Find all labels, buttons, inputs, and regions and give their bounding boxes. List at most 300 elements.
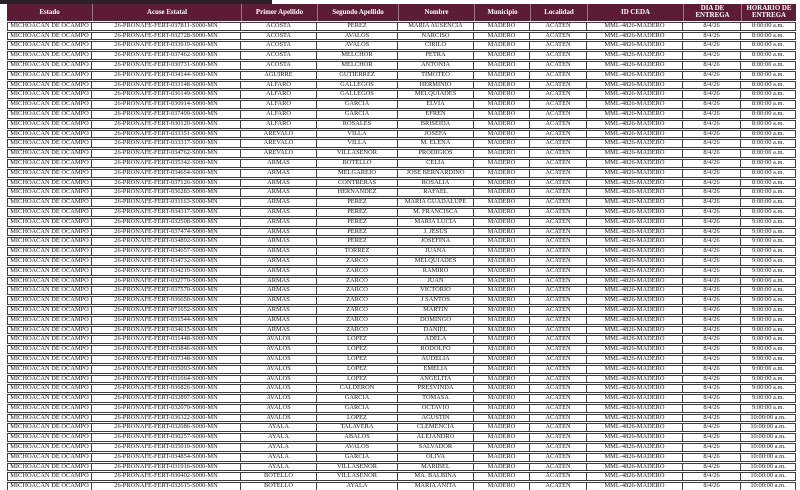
cell-id-ceda: MML-4826-MADERO [587,267,683,276]
cell-nombre: MARIA AUSENCIA [398,22,474,31]
cell-localidad: ACATÉN [530,120,587,129]
cell-localidad: ACATÉN [530,433,587,442]
table-row [7,90,796,99]
cell-municipio: MADERO [474,81,530,90]
cell-segundo-apellido: ABALOS [317,433,398,442]
cell-municipio: MADERO [474,306,530,315]
cell-horario-de-entrega: 9:00:00 a.m. [741,316,796,325]
cell-acuse-estatal: 26-PRONAFE-FERT-037570-S000-MN [92,286,241,295]
table-row [7,277,796,286]
table-row [7,139,796,148]
cell-primer-apellido: AYALA [241,443,317,452]
table-row [7,149,796,158]
cell-segundo-apellido: VILLA [317,130,398,139]
cell-primer-apellido: AVALOS [241,404,317,413]
cell-primer-apellido: ARMAS [241,326,317,335]
cell-dia-de-entrega: 8/4/26 [683,296,741,305]
cell-segundo-apellido: GALLEGOS [317,90,398,99]
cell-dia-de-entrega: 8/4/26 [683,41,741,50]
table-row [7,169,796,178]
column-header-nombre: Nombre [398,4,474,21]
cell-acuse-estatal: 26-PRONAFE-FERT-032508-S000-MN [92,218,241,227]
cell-id-ceda: MML-4826-MADERO [587,306,683,315]
cell-segundo-apellido: VILLASEÑOR [317,472,398,481]
cell-segundo-apellido: GARCIA [317,453,398,462]
cell-nombre: JUAN [398,277,474,286]
cell-id-ceda: MML-4826-MADERO [587,90,683,99]
cell-dia-de-entrega: 8/4/26 [683,423,741,432]
cell-dia-de-entrega: 8/4/26 [683,463,741,472]
cell-segundo-apellido: CALDERON [317,384,398,393]
cell-estado: MICHOACAN DE OCAMPO [7,179,92,188]
cell-primer-apellido: AGUIRRE [241,71,317,80]
cell-horario-de-entrega: 9:00:00 a.m. [741,286,796,295]
cell-id-ceda: MML-4826-MADERO [587,208,683,217]
cell-acuse-estatal: 26-PRONAFE-FERT-033351-S000-MN [92,130,241,139]
cell-acuse-estatal: 26-PRONAFE-FERT-033317-S000-MN [92,139,241,148]
cell-dia-de-entrega: 8/4/26 [683,306,741,315]
cell-dia-de-entrega: 8/4/26 [683,22,741,31]
cell-municipio: MADERO [474,257,530,266]
table-body [7,22,796,490]
cell-primer-apellido: AVALOS [241,335,317,344]
cell-id-ceda: MML-4826-MADERO [587,482,683,490]
cell-municipio: MADERO [474,453,530,462]
table-row [7,316,796,325]
table-row [7,375,796,384]
cell-dia-de-entrega: 8/4/26 [683,355,741,364]
cell-localidad: ACATÉN [530,149,587,158]
cell-dia-de-entrega: 8/4/26 [683,394,741,403]
cell-localidad: ACATÉN [530,453,587,462]
table-row [7,81,796,90]
cell-primer-apellido: ARMAS [241,208,317,217]
cell-acuse-estatal: 26-PRONAFE-FERT-036650-S000-MN [92,296,241,305]
cell-id-ceda: MML-4826-MADERO [587,384,683,393]
cell-municipio: MADERO [474,110,530,119]
cell-primer-apellido: AREVALO [241,139,317,148]
cell-localidad: ACATÉN [530,277,587,286]
cell-primer-apellido: ALFARO [241,110,317,119]
cell-segundo-apellido: PEREZ [317,218,398,227]
cell-nombre: ADELA [398,335,474,344]
cell-dia-de-entrega: 8/4/26 [683,404,741,413]
cell-primer-apellido: ARMAS [241,267,317,276]
cell-nombre: JOSE BERNARDINO [398,169,474,178]
cell-municipio: MADERO [474,228,530,237]
cell-municipio: MADERO [474,414,530,423]
cell-estado: MICHOACAN DE OCAMPO [7,159,92,168]
cell-acuse-estatal: 26-PRONAFE-FERT-034654-S000-MN [92,169,241,178]
cell-acuse-estatal: 26-PRONAFE-FERT-034854-S000-MN [92,453,241,462]
cell-acuse-estatal: 26-PRONAFE-FERT-034892-S000-MN [92,237,241,246]
cell-estado: MICHOACAN DE OCAMPO [7,71,92,80]
cell-nombre: NARCISO [398,32,474,41]
cell-nombre: CLEMENCIA [398,423,474,432]
cell-localidad: ACATÉN [530,286,587,295]
table-row [7,188,796,197]
cell-localidad: ACATÉN [530,414,587,423]
table-row [7,306,796,315]
cell-localidad: ACATÉN [530,169,587,178]
cell-municipio: MADERO [474,71,530,80]
cell-id-ceda: MML-4826-MADERO [587,335,683,344]
cell-estado: MICHOACAN DE OCAMPO [7,228,92,237]
cell-dia-de-entrega: 8/4/26 [683,159,741,168]
cell-acuse-estatal: 26-PRONAFE-FERT-036149-S000-MN [92,90,241,99]
cell-horario-de-entrega: 9:00:00 a.m. [741,326,796,335]
cell-id-ceda: MML-4826-MADERO [587,61,683,70]
cell-horario-de-entrega: 9:00:00 a.m. [741,228,796,237]
cell-estado: MICHOACAN DE OCAMPO [7,463,92,472]
cell-localidad: ACATÉN [530,335,587,344]
cell-dia-de-entrega: 8/4/26 [683,375,741,384]
cell-id-ceda: MML-4826-MADERO [587,296,683,305]
table-row [7,267,796,276]
cell-acuse-estatal: 26-PRONAFE-FERT-033148-S000-MN [92,81,241,90]
cell-municipio: MADERO [474,169,530,178]
cell-municipio: MADERO [474,149,530,158]
cell-id-ceda: MML-4826-MADERO [587,139,683,148]
cell-segundo-apellido: GARCIA [317,110,398,119]
cell-municipio: MADERO [474,41,530,50]
cell-dia-de-entrega: 8/4/26 [683,326,741,335]
cell-id-ceda: MML-4826-MADERO [587,228,683,237]
cell-nombre: MARTIN [398,306,474,315]
table-row [7,355,796,364]
cell-municipio: MADERO [474,404,530,413]
cell-horario-de-entrega: 8:00:00 a.m. [741,149,796,158]
cell-acuse-estatal: 26-PRONAFE-FERT-031544-S000-MN [92,316,241,325]
cell-dia-de-entrega: 8/4/26 [683,472,741,481]
cell-segundo-apellido: PEREZ [317,237,398,246]
cell-horario-de-entrega: 9:00:00 a.m. [741,247,796,256]
cell-localidad: ACATÉN [530,208,587,217]
table-row [7,414,796,423]
cell-segundo-apellido: MELCHOR [317,61,398,70]
cell-acuse-estatal: 26-PRONAFE-FERT-033846-S000-MN [92,345,241,354]
cell-primer-apellido: ARMAS [241,247,317,256]
table-row [7,443,796,452]
cell-segundo-apellido: GUTIERREZ [317,71,398,80]
cell-dia-de-entrega: 8/4/26 [683,218,741,227]
cell-localidad: ACATÉN [530,404,587,413]
cell-segundo-apellido: ZARCO [317,277,398,286]
column-header-segundo-apellido: Segundo Apellido [317,4,398,21]
cell-localidad: ACATÉN [530,463,587,472]
cell-primer-apellido: ALFARO [241,100,317,109]
cell-localidad: ACATÉN [530,130,587,139]
cell-primer-apellido: ARMAS [241,188,317,197]
cell-municipio: MADERO [474,277,530,286]
cell-horario-de-entrega: 9:00:00 a.m. [741,365,796,374]
cell-dia-de-entrega: 8/4/26 [683,316,741,325]
cell-id-ceda: MML-4826-MADERO [587,345,683,354]
table-row [7,32,796,41]
cell-acuse-estatal: 26-PRONAFE-FERT-030731-S000-MN [92,61,241,70]
cell-municipio: MADERO [474,247,530,256]
cell-segundo-apellido: BOTELLO [317,159,398,168]
table-row [7,453,796,462]
table-row [7,159,796,168]
cell-primer-apellido: ACOSTA [241,22,317,31]
cell-municipio: MADERO [474,90,530,99]
cell-municipio: MADERO [474,296,530,305]
table-row [7,365,796,374]
table-row [7,71,796,80]
column-header-dia-de-entrega: DIA DE ENTREGA [683,4,741,21]
cell-horario-de-entrega: 9:00:00 a.m. [741,218,796,227]
delivery-schedule-table [7,3,796,490]
cell-id-ceda: MML-4826-MADERO [587,443,683,452]
cell-id-ceda: MML-4826-MADERO [587,218,683,227]
cell-acuse-estatal: 26-PRONAFE-FERT-031163-S000-MN [92,198,241,207]
cell-segundo-apellido: GARCIA [317,100,398,109]
cell-municipio: MADERO [474,286,530,295]
cell-localidad: ACATÉN [530,61,587,70]
cell-localidad: ACATÉN [530,267,587,276]
table-row [7,237,796,246]
cell-municipio: MADERO [474,423,530,432]
table-row [7,208,796,217]
cell-primer-apellido: ARMAS [241,306,317,315]
table-row [7,228,796,237]
cell-dia-de-entrega: 8/4/26 [683,179,741,188]
cell-primer-apellido: ARMAS [241,286,317,295]
cell-municipio: MADERO [474,326,530,335]
cell-dia-de-entrega: 8/4/26 [683,81,741,90]
cell-municipio: MADERO [474,443,530,452]
cell-nombre: OCTAVIO [398,404,474,413]
cell-horario-de-entrega: 10:00:00 a.m. [741,453,796,462]
table-row [7,433,796,442]
table-row [7,218,796,227]
cell-nombre: MA. BALBINA [398,472,474,481]
cell-segundo-apellido: LOPEZ [317,345,398,354]
cell-segundo-apellido: AVALOS [317,41,398,50]
cell-id-ceda: MML-4826-MADERO [587,130,683,139]
cell-dia-de-entrega: 8/4/26 [683,188,741,197]
cell-id-ceda: MML-4826-MADERO [587,179,683,188]
cell-segundo-apellido: ZARCO [317,326,398,335]
cell-horario-de-entrega: 9:00:00 a.m. [741,306,796,315]
cell-localidad: ACATÉN [530,159,587,168]
cell-primer-apellido: ARMAS [241,179,317,188]
cell-nombre: MARIA ANITA [398,482,474,490]
cell-estado: MICHOACAN DE OCAMPO [7,453,92,462]
cell-horario-de-entrega: 8:00:00 a.m. [741,169,796,178]
cell-id-ceda: MML-4826-MADERO [587,169,683,178]
cell-dia-de-entrega: 8/4/26 [683,247,741,256]
cell-primer-apellido: ARMAS [241,228,317,237]
cell-horario-de-entrega: 10:00:00 a.m. [741,472,796,481]
cell-estado: MICHOACAN DE OCAMPO [7,414,92,423]
cell-horario-de-entrega: 10:00:00 a.m. [741,423,796,432]
cell-municipio: MADERO [474,61,530,70]
cell-municipio: MADERO [474,394,530,403]
cell-municipio: MADERO [474,32,530,41]
cell-acuse-estatal: 26-PRONAFE-FERT-036826-S000-MN [92,384,241,393]
cell-acuse-estatal: 26-PRONAFE-FERT-033919-S000-MN [92,41,241,50]
cell-primer-apellido: AYALA [241,433,317,442]
cell-segundo-apellido: MELCHOR [317,51,398,60]
cell-segundo-apellido: ZARCO [317,296,398,305]
cell-localidad: ACATÉN [530,218,587,227]
cell-segundo-apellido: ZARCO [317,257,398,266]
cell-municipio: MADERO [474,237,530,246]
cell-horario-de-entrega: 10:00:00 a.m. [741,433,796,442]
cell-primer-apellido: ALFARO [241,81,317,90]
cell-estado: MICHOACAN DE OCAMPO [7,81,92,90]
cell-dia-de-entrega: 8/4/26 [683,32,741,41]
cell-segundo-apellido: ZARCO [317,267,398,276]
cell-segundo-apellido: GARCIA [317,394,398,403]
table-row [7,463,796,472]
cell-nombre: MELQUIADES [398,257,474,266]
cell-municipio: MADERO [474,22,530,31]
cell-primer-apellido: ACOSTA [241,41,317,50]
cell-horario-de-entrega: 8:00:00 a.m. [741,139,796,148]
cell-id-ceda: MML-4826-MADERO [587,326,683,335]
cell-estado: MICHOACAN DE OCAMPO [7,306,92,315]
cell-estado: MICHOACAN DE OCAMPO [7,120,92,129]
table-row [7,296,796,305]
cell-acuse-estatal: 26-PRONAFE-FERT-034762-S000-MN [92,149,241,158]
cell-acuse-estatal: 26-PRONAFE-FERT-034615-S000-MN [92,326,241,335]
cell-acuse-estatal: 26-PRONAFE-FERT-034317-S000-MN [92,208,241,217]
cell-dia-de-entrega: 8/4/26 [683,51,741,60]
cell-nombre: MARIA GUADALUPE [398,198,474,207]
cell-primer-apellido: ARMAS [241,257,317,266]
cell-estado: MICHOACAN DE OCAMPO [7,316,92,325]
cell-dia-de-entrega: 8/4/26 [683,61,741,70]
cell-acuse-estatal: 26-PRONAFE-FERT-034657-S000-MN [92,247,241,256]
cell-estado: MICHOACAN DE OCAMPO [7,139,92,148]
cell-localidad: ACATÉN [530,188,587,197]
cell-dia-de-entrega: 8/4/26 [683,130,741,139]
cell-nombre: RODOLFO [398,345,474,354]
cell-primer-apellido: ARMAS [241,296,317,305]
column-header-id-ceda: ID CEDA [587,4,683,21]
table-row [7,198,796,207]
column-header-primer-apellido: Primer Apellido [241,4,317,21]
cell-nombre: DOMINGO [398,316,474,325]
cell-municipio: MADERO [474,198,530,207]
cell-dia-de-entrega: 8/4/26 [683,443,741,452]
cell-segundo-apellido: PEREZ [317,228,398,237]
cell-acuse-estatal: 26-PRONAFE-FERT-030402-S000-MN [92,472,241,481]
cell-segundo-apellido: LOPEZ [317,414,398,423]
cell-segundo-apellido: PEREZ [317,22,398,31]
cell-dia-de-entrega: 8/4/26 [683,335,741,344]
cell-horario-de-entrega: 9:00:00 a.m. [741,267,796,276]
cell-dia-de-entrega: 8/4/26 [683,384,741,393]
cell-id-ceda: MML-4826-MADERO [587,257,683,266]
cell-nombre: EFREN [398,110,474,119]
cell-primer-apellido: ALFARO [241,90,317,99]
column-header-estado: Estado [7,4,92,21]
cell-nombre: M. ELENA [398,139,474,148]
cell-municipio: MADERO [474,472,530,481]
cell-acuse-estatal: 26-PRONAFE-FERT-031448-S000-MN [92,335,241,344]
cell-localidad: ACATÉN [530,375,587,384]
cell-estado: MICHOACAN DE OCAMPO [7,423,92,432]
cell-segundo-apellido: LOPEZ [317,375,398,384]
cell-municipio: MADERO [474,218,530,227]
cell-segundo-apellido: GALLEGOS [317,81,398,90]
cell-estado: MICHOACAN DE OCAMPO [7,404,92,413]
table-row [7,384,796,393]
cell-municipio: MADERO [474,365,530,374]
cell-estado: MICHOACAN DE OCAMPO [7,198,92,207]
cell-nombre: SALVADOR [398,443,474,452]
cell-horario-de-entrega: 9:00:00 a.m. [741,394,796,403]
cell-nombre: ELVIA [398,100,474,109]
cell-dia-de-entrega: 8/4/26 [683,71,741,80]
cell-id-ceda: MML-4826-MADERO [587,32,683,41]
cell-estado: MICHOACAN DE OCAMPO [7,41,92,50]
cell-dia-de-entrega: 8/4/26 [683,100,741,109]
cell-nombre: JUANA [398,247,474,256]
cell-estado: MICHOACAN DE OCAMPO [7,267,92,276]
cell-horario-de-entrega: 10:00:00 a.m. [741,443,796,452]
cell-nombre: TIMOTEO [398,71,474,80]
cell-primer-apellido: ARMAS [241,218,317,227]
cell-nombre: CIRILO [398,41,474,50]
cell-id-ceda: MML-4826-MADERO [587,286,683,295]
cell-primer-apellido: ARMAS [241,198,317,207]
cell-acuse-estatal: 26-PRONAFE-FERT-032615-S000-MN [92,482,241,490]
cell-acuse-estatal: 26-PRONAFE-FERT-030257-S000-MN [92,433,241,442]
cell-segundo-apellido: PEREZ [317,208,398,217]
cell-localidad: ACATÉN [530,394,587,403]
cell-id-ceda: MML-4826-MADERO [587,277,683,286]
cell-municipio: MADERO [474,335,530,344]
cell-horario-de-entrega: 8:00:00 a.m. [741,208,796,217]
cell-acuse-estatal: 26-PRONAFE-FERT-035010-S000-MN [92,443,241,452]
cell-segundo-apellido: VILLASEÑOR [317,149,398,158]
cell-dia-de-entrega: 8/4/26 [683,90,741,99]
cell-nombre: AUDELIA [398,355,474,364]
cell-localidad: ACATÉN [530,355,587,364]
cell-acuse-estatal: 26-PRONAFE-FERT-032728-S000-MN [92,32,241,41]
cell-horario-de-entrega: 9:00:00 a.m. [741,296,796,305]
cell-localidad: ACATÉN [530,443,587,452]
cell-id-ceda: MML-4826-MADERO [587,22,683,31]
cell-acuse-estatal: 26-PRONAFE-FERT-036283-S000-MN [92,188,241,197]
cell-acuse-estatal: 26-PRONAFE-FERT-030120-S000-MN [92,120,241,129]
cell-dia-de-entrega: 8/4/26 [683,139,741,148]
cell-id-ceda: MML-4826-MADERO [587,423,683,432]
cell-dia-de-entrega: 8/4/26 [683,169,741,178]
table-row [7,286,796,295]
column-header-municipio: Municipio [474,4,530,21]
column-header-horario-de-entrega: HORARIO DE ENTREGA [741,4,796,21]
cell-segundo-apellido: TORREZ [317,247,398,256]
cell-localidad: ACATÉN [530,81,587,90]
cell-primer-apellido: AVALOS [241,345,317,354]
table-row [7,326,796,335]
cell-horario-de-entrega: 8:00:00 a.m. [741,41,796,50]
cell-id-ceda: MML-4826-MADERO [587,453,683,462]
cell-horario-de-entrega: 8:00:00 a.m. [741,32,796,41]
cell-primer-apellido: ACOSTA [241,32,317,41]
cell-dia-de-entrega: 8/4/26 [683,120,741,129]
cell-primer-apellido: AYALA [241,463,317,472]
cell-acuse-estatal: 26-PRONAFE-FERT-036322-S000-MN [92,414,241,423]
cell-nombre: TOMASA [398,394,474,403]
cell-estado: MICHOACAN DE OCAMPO [7,32,92,41]
